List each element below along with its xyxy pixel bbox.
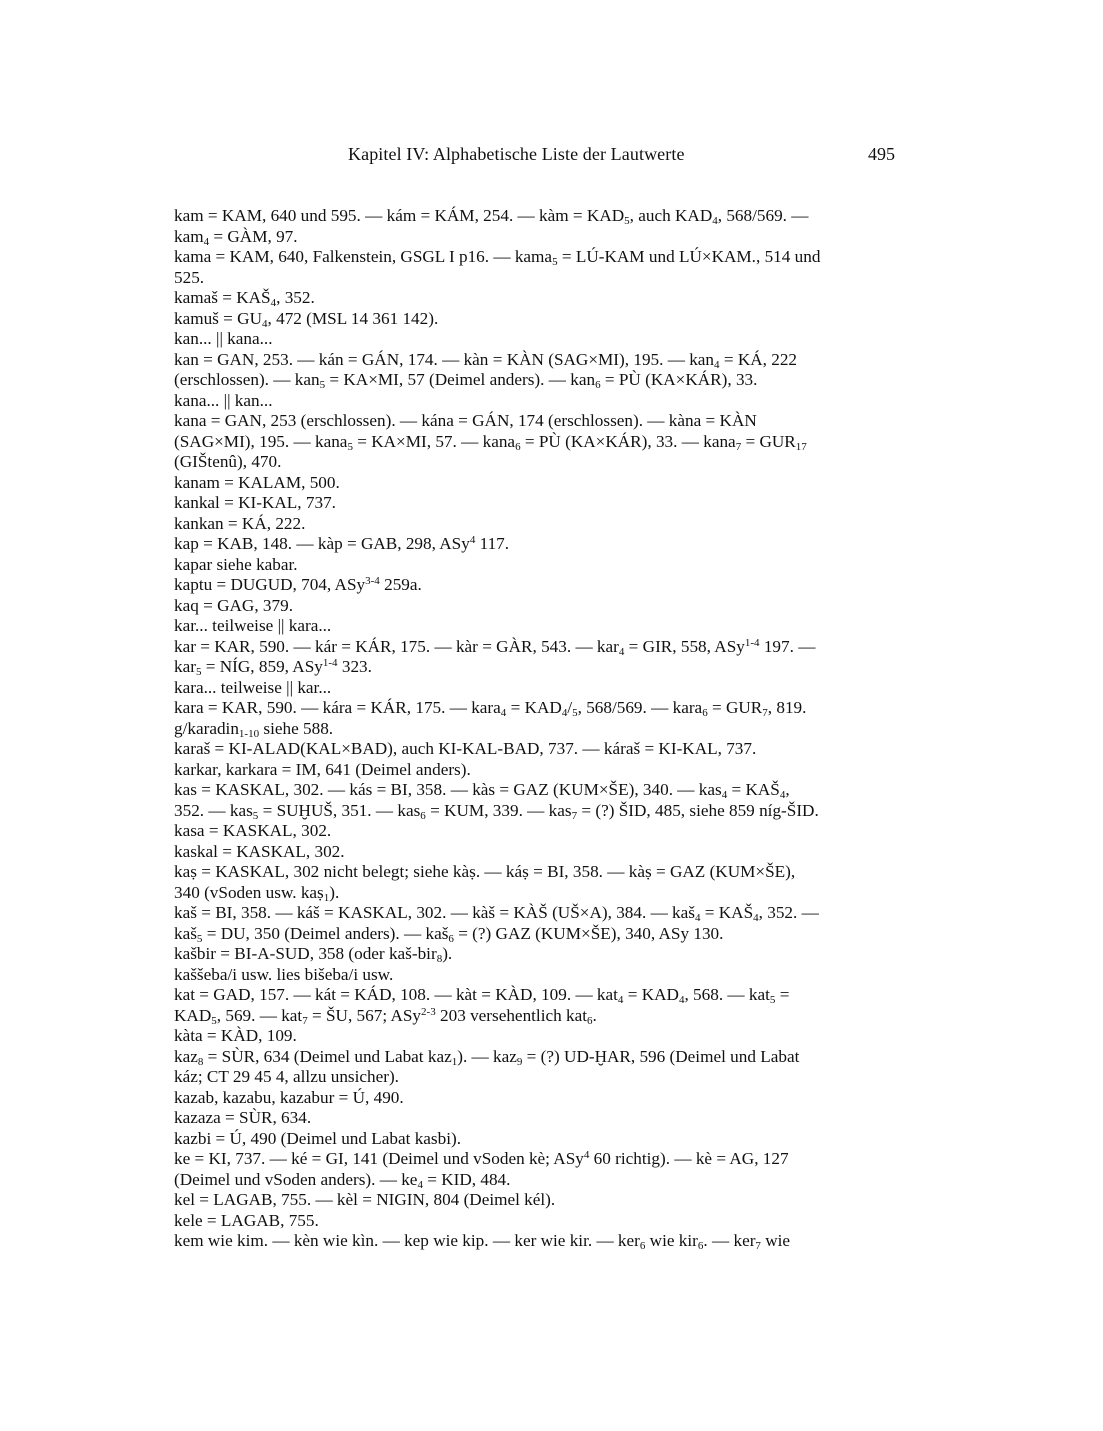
text-line: g/karadin$_{1-10}$ siehe 588. xyxy=(174,718,334,740)
text-line: kam = KAM, 640 und 595. — kám = KÁM, 254. — kàm = $KAD_5$, auch $KAD_4$, 568/569. — xyxy=(174,206,809,227)
text-line: kapar siehe kabar. xyxy=(174,554,298,574)
text-line: kazbi = Ú, 490 (Deimel und Labat kasbi). xyxy=(174,1128,462,1148)
text-line: kaš = BI, 358. — káš = KASKAL, 302. — kàš = KÀŠ (UŠ×A), 384. — kaš$_4$ = $KAŠ_4$, 352. — xyxy=(174,903,819,924)
text-line: kar... teilweise || kara... xyxy=(174,616,332,635)
text-line: kan = GAN, 253. — kán = GÁN, 174. — kàn = KÀN (SAG×MI), 195. — kan$_4$ = KÁ, 222 xyxy=(174,349,798,371)
text-line: kamuš = $GU_4$, 472 (MSL 14 361 142). xyxy=(174,308,439,330)
text-line: kamaš = $KAŠ_4$, 352. xyxy=(174,288,315,309)
text-line: kam$_4$ = GÀM, 97. xyxy=(174,226,298,248)
text-line: kaṣ = KASKAL, 302 nicht belegt; siehe kàṣ. — káṣ = BI, 358. — kàṣ = GAZ (KUM×ŠE), xyxy=(174,862,796,881)
text-line: kaš$_5$ = DU, 350 (Deimel anders). — kaš$_6$ = (?) GAZ (KUM×ŠE), 340, ASy 130. xyxy=(174,923,724,945)
text-line: $KAD_5$, 569. — kat$_7$ = ŠU, 567; ASy$^{2-3}$ 203 versehentlich kat$_6$. xyxy=(174,1005,597,1027)
text-line: kama = KAM, 640, Falkenstein, GSGL I p16. — kama$_5$ = LÚ-KAM und LÚ×KAM., 514 und xyxy=(174,247,821,268)
text-line: kan... || kana... xyxy=(174,329,273,348)
text-line: 352. — kas$_5$ = SUḪUŠ, 351. — kas$_6$ = KUM, 339. — kas$_7$ = (?) ŠID, 485, siehe 859 níg-ŠID. xyxy=(174,800,819,822)
text-line: kankan = KÁ, 222. xyxy=(174,513,306,533)
text-line: kem wie kim. — kèn wie kìn. — kep wie kip. — ker wie kir. — ker$_6$ wie kir$_6$. — ker$_7$ wie xyxy=(174,1231,791,1252)
text-line: karkar, karkara = IM, 641 (Deimel anders). xyxy=(174,759,471,779)
text-line: 525. xyxy=(174,267,205,287)
text-line: (SAG×MI), 195. — kana$_5$ = KA×MI, 57. — kana$_6$ = PÙ (KA×KÁR), 33. — kana$_7$ = $GUR_{17}$ xyxy=(174,431,807,453)
text-line: kap = KAB, 148. — kàp = GAB, 298, ASy$^4$ 117. xyxy=(174,534,510,553)
page-number: 495 xyxy=(868,144,895,164)
text-line: kašbir = BI-A-SUD, 358 (oder kaš-bir$_8$). xyxy=(174,944,453,965)
text-line: ke = KI, 737. — ké = GI, 141 (Deimel und vSoden kè; ASy$^4$ 60 richtig). — kè = AG, 127 xyxy=(174,1149,789,1168)
text-line: kana... || kan... xyxy=(174,390,273,410)
text-line: kar = KAR, 590. — kár = KÁR, 175. — kàr = GÀR, 543. — kar$_4$ = GIR, 558, ASy$^{1-4}$ 197. — xyxy=(174,636,816,658)
text-line: kaq = GAG, 379. xyxy=(174,595,294,615)
running-head: Kapitel IV: Alphabetische Liste der Lautwerte xyxy=(348,144,685,164)
text-line: kazaza = SÙR, 634. xyxy=(174,1108,312,1127)
text-line: kas = KASKAL, 302. — kás = BI, 358. — kàs = GAZ (KUM×ŠE), 340. — $kas_4 = KAŠ_4$, xyxy=(174,780,790,801)
text-line: kazab, kazabu, kazabur = Ú, 490. xyxy=(174,1087,404,1107)
body-text xyxy=(174,206,914,1252)
text-line: kar$_5$ = NÍG, 859, ASy$^{1-4}$ 323. xyxy=(174,657,372,678)
text-line: kàta = KÀD, 109. xyxy=(174,1026,297,1045)
text-line: (Deimel und vSoden anders). — $ke_4$ = KID, 484. xyxy=(174,1169,511,1191)
text-line: kaz$_8$ = SÙR, 634 (Deimel und Labat kaz$_1$). — kaz$_9$ = (?) UD-ḪAR, 596 (Deimel und Labat xyxy=(174,1046,800,1068)
text-line: kat = GAD, 157. — kát = KÁD, 108. — kàt = KÀD, 109. — $kat_4 = KAD_4$, 568. — kat$_5$ = xyxy=(174,985,790,1006)
text-line: kasa = KASKAL, 302. xyxy=(174,821,332,840)
text-line: (erschlossen). — kan$_5$ = KA×MI, 57 (Deimel anders). — kan$_6$ = PÙ (KA×KÁR), 33. xyxy=(174,370,758,391)
text-line: 340 (vSoden usw. kaṣ$_1$). xyxy=(174,882,340,904)
text-line: kaššeba/i usw. lies bišeba/i usw. xyxy=(174,964,394,984)
text-line: kara = KAR, 590. — kára = KÁR, 175. — kara$_4$ = $KAD_4/_5$, 568/569. — kara$_6$ = $GUR_7$, 819. xyxy=(174,698,807,719)
text-line: kana = GAN, 253 (erschlossen). — kána = GÁN, 174 (erschlossen). — kàna = KÀN xyxy=(174,411,757,430)
text-line: kankal = KI-KAL, 737. xyxy=(174,493,336,512)
text-line: kara... teilweise || kar... xyxy=(174,677,332,697)
text-line: kele = LAGAB, 755. xyxy=(174,1210,319,1230)
text-line: kanam = KALAM, 500. xyxy=(174,472,340,492)
text-line: karaš = KI-ALAD(KAL×BAD), auch KI-KAL-BAD, 737. — káraš = KI-KAL, 737. xyxy=(174,739,757,758)
text-line: kaskal = KASKAL, 302. xyxy=(174,841,345,861)
text-line: (GIŠtenû), 470. xyxy=(174,452,282,471)
text-line: kel = LAGAB, 755. — kèl = NIGIN, 804 (Deimel kél). xyxy=(174,1190,556,1209)
text-line: káz; CT 29 45 4, allzu unsicher). xyxy=(174,1067,399,1086)
text-line: kaptu = DUGUD, 704, ASy$^{3-4}$ 259a. xyxy=(174,575,422,594)
